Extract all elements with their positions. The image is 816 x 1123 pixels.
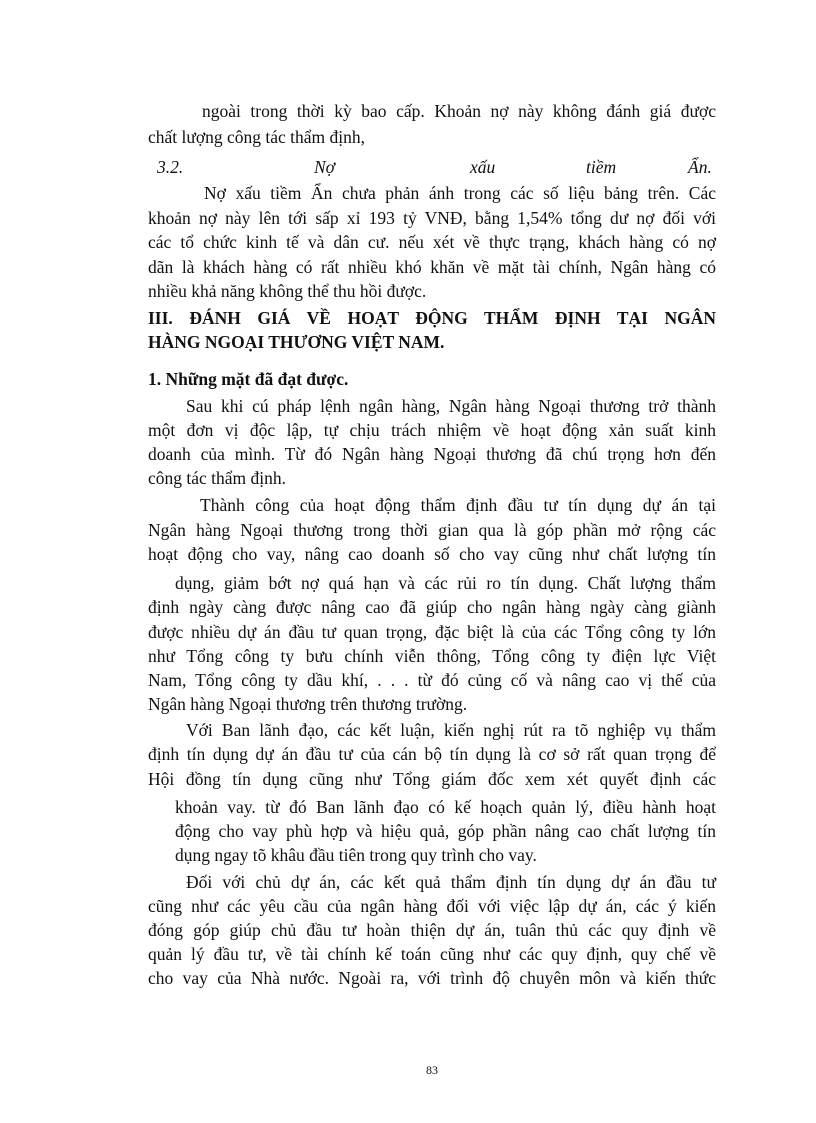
text-line: ngoài trong thời kỳ bao cấp. Khoản nợ này không đánh giá được [202, 101, 716, 121]
text-line: Nợ xấu tiềm Ẩn chưa phản ánh trong các số liệu bảng trên. Các [204, 183, 716, 203]
subheading-word: xấu [470, 157, 496, 177]
text-line: Với Ban lãnh đạo, các kết luận, kiến nghị rút ra tõ nghiệp vụ thẩm [186, 720, 716, 740]
text-line: định tín dụng dự án đầu tư của cán bộ tín dụng là cơ sở rất quan trọng để [148, 744, 716, 764]
text-line: Ngân hàng Ngoại thương trên thương trường. [148, 694, 468, 714]
text-line: dụng ngay tõ khâu đầu tiên trong quy trình cho vay. [175, 845, 537, 865]
text-line: Đối với chủ dự án, các kết quả thẩm định tín dụng dự án đầu tư [186, 872, 716, 892]
subheading-word: Nợ [314, 157, 336, 177]
subheading-number: 3.2. [157, 157, 184, 177]
text-line: các tổ chức kinh tế và dân cư. nếu xét về thực trạng, khách hàng có nợ [148, 232, 716, 252]
subheading-word: Ẩn. [688, 157, 712, 177]
text-line: hoạt động cho vay, nâng cao doanh số cho vay cũng như chất lượng tín [148, 544, 716, 564]
text-line: đóng góp giúp chủ đầu tư hoàn thiện dự án, tuân thủ các quy định về [148, 920, 716, 940]
text-line: doanh của mình. Từ đó Ngân hàng Ngoại thương đã chú trọng hơn đến [148, 444, 716, 464]
section-heading: III. ĐÁNH GIÁ VỀ HOẠT ĐỘNG THẨM ĐỊNH TẠI NGÂN [148, 308, 716, 328]
text-line: dụng, giảm bớt nợ quá hạn và các rủi ro tín dụng. Chất lượng thẩm [175, 573, 716, 593]
text-line: dãn là khách hàng có rất nhiều khó khăn về mặt tài chính, Ngân hàng có [148, 257, 716, 277]
text-line: khoản vay. từ đó Ban lãnh đạo có kế hoạch quản lý, điều hành hoạt [175, 797, 716, 817]
subsection-heading: 1. Những mặt đã đạt được. [148, 369, 349, 389]
text-line: như Tổng công ty bưu chính viễn thông, Tổng công ty điện lực Việt [148, 646, 716, 666]
text-line: Thành công của hoạt động thẩm định đầu tư tín dụng dự án tại [200, 495, 716, 515]
text-line: khoản nợ này lên tới sấp xỉ 193 tỷ VNĐ, bằng 1,54% tổng dư nợ đối với [148, 208, 716, 228]
text-line: định ngày càng được nâng cao đã giúp cho ngân hàng ngày càng giành [148, 597, 716, 617]
text-line: Sau khi cú pháp lệnh ngân hàng, Ngân hàng Ngoại thương trở thành [186, 396, 716, 416]
text-line: cũng như các yêu cầu của ngân hàng đối với việc lập dự án, các ý kiến [148, 896, 716, 916]
text-line: quản lý đầu tư, về tài chính kế toán cũng như các quy định, quy chế về [148, 944, 716, 964]
text-line: công tác thẩm định. [148, 468, 287, 488]
text-line: động cho vay phù hợp và hiệu quả, góp phần nâng cao chất lượng tín [175, 821, 716, 841]
text-line: được nhiều dự án đầu tư quan trọng, đặc biệt là của các Tổng công ty lớn [148, 622, 716, 642]
text-line: chất lượng công tác thẩm định, [148, 127, 366, 147]
text-line: nhiều khả năng không thể thu hồi được. [148, 281, 427, 301]
subheading-word: tiềm [586, 157, 617, 177]
text-line: Ngân hàng Ngoại thương trong thời gian qua là góp phần mở rộng các [148, 520, 716, 540]
text-line: cho vay của Nhà nước. Ngoài ra, với trình độ chuyên môn và kiến thức [148, 968, 716, 988]
text-line: Nam, Tổng công ty dầu khí, . . . từ đó củng cố và nâng cao vị thế của [148, 670, 716, 690]
text-line: Hội đồng tín dụng cũng như Tổng giám đốc xem xét quyết định các [148, 769, 716, 789]
section-heading: HÀNG NGOẠI THƯƠNG VIỆT NAM. [148, 332, 445, 352]
page-number: 83 [426, 1063, 438, 1077]
text-line: một đơn vị độc lập, tự chịu trách nhiệm về hoạt động xản suất kinh [148, 420, 716, 440]
